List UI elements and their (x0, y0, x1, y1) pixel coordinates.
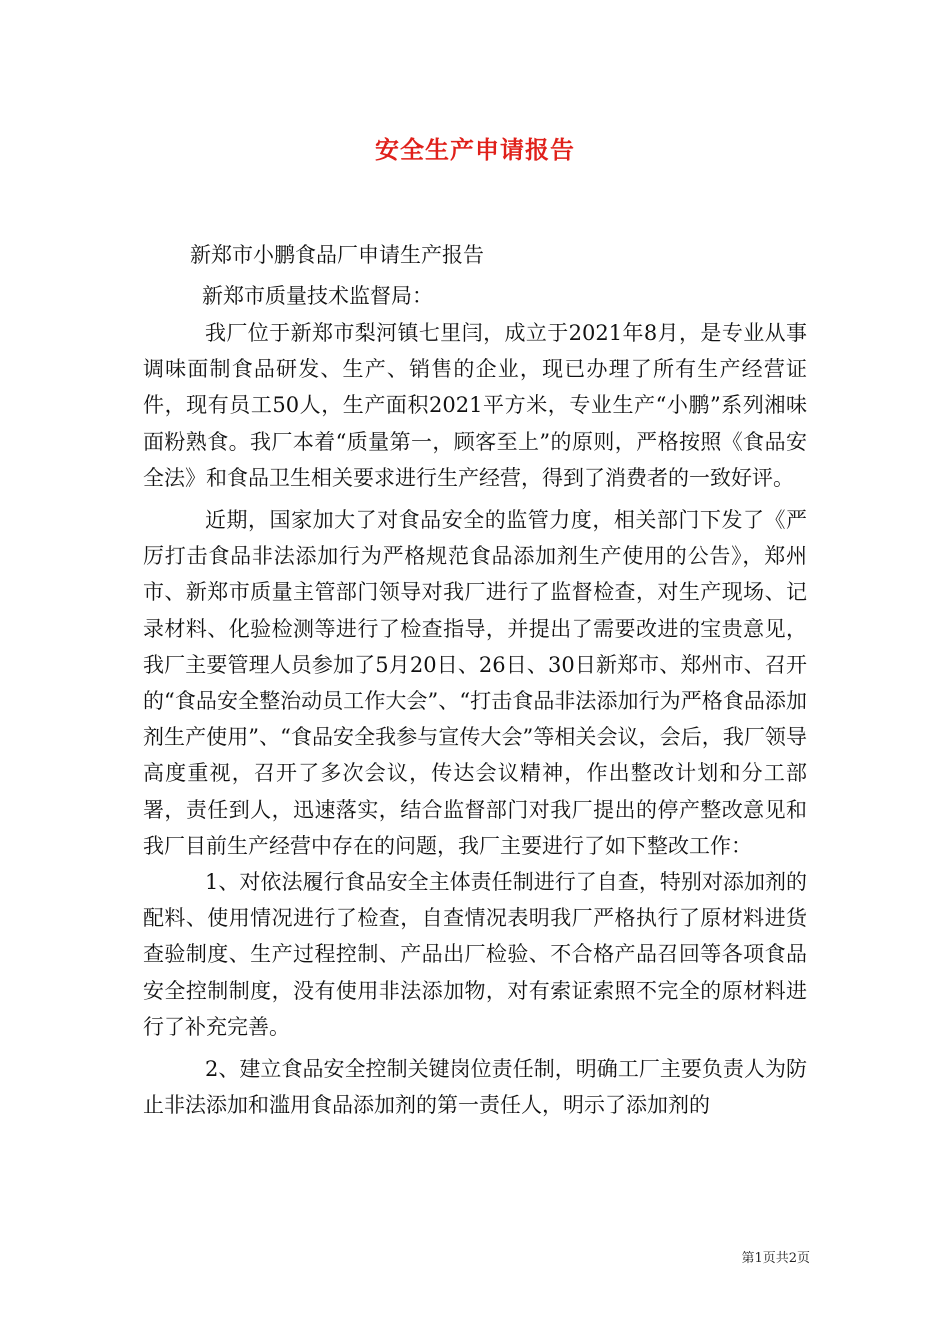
page-number: 第1页共2页 (741, 1251, 810, 1266)
document-body (143, 315, 807, 1123)
paragraph-item-2: 2、建立食品安全控制关键岗位责任制，明确工厂主要负责人为防止非法添加和滥用食品添加剂的第一责任人，明示了添加剂的 (143, 1057, 807, 1118)
page-title: 安全生产申请报告 (375, 135, 575, 164)
salutation: 新郑市质量技术监督局： (202, 284, 433, 308)
paragraph-recent-inspection: 近期，国家加大了对食品安全的监管力度，相关部门下发了《严厉打击食品非法添加行为严格规范食品添加剂生产使用的公告》，郑州市、新郑市质量主管部门领导对我厂进行了监督检查，对生产现场、记录材料、化验检测等进行了检查指导，并提出了需要改进的宝贵意见，我厂主要管理人员参加了5月20日、26日、30日新郑市、郑州市、召开的“食品安全整治动员工作大会”、“打击食品非法添加行为严格食品添加剂生产使用”、“食品安全我参与宣传大会”等相关会议，会后，我厂领导高度重视，召开了多次会议，传达会议精神，作出整改计划和分工部署，责任到人，迅速落实，结合监督部门对我厂提出的停产整改意见和我厂目前生产经营中存在的问题，我厂主要进行了如下整改工作： (143, 508, 807, 858)
document-subtitle: 新郑市小鹏食品厂申请生产报告 (190, 243, 484, 267)
paragraph-intro: 我厂位于新郑市梨河镇七里闫，成立于2021年8月，是专业从事调味面制食品研发、生产、销售的企业，现已办理了所有生产经营证件，现有员工50人，生产面积2021平方米，专业生产“小鹏”系列湘味面粉熟食。我厂本着“质量第一，顾客至上”的原则，严格按照《食品安全法》和食品卫生相关要求进行生产经营，得到了消费者的一致好评。 (143, 321, 807, 490)
paragraph-item-1: 1、对依法履行食品安全主体责任制进行了自查，特别对添加剂的配料、使用情况进行了检查，自查情况表明我厂严格执行了原材料进货查验制度、生产过程控制、产品出厂检验、不合格产品召回等各项食品安全控制制度，没有使用非法添加物，对有索证索照不完全的原材料进行了补充完善。 (143, 870, 807, 1039)
